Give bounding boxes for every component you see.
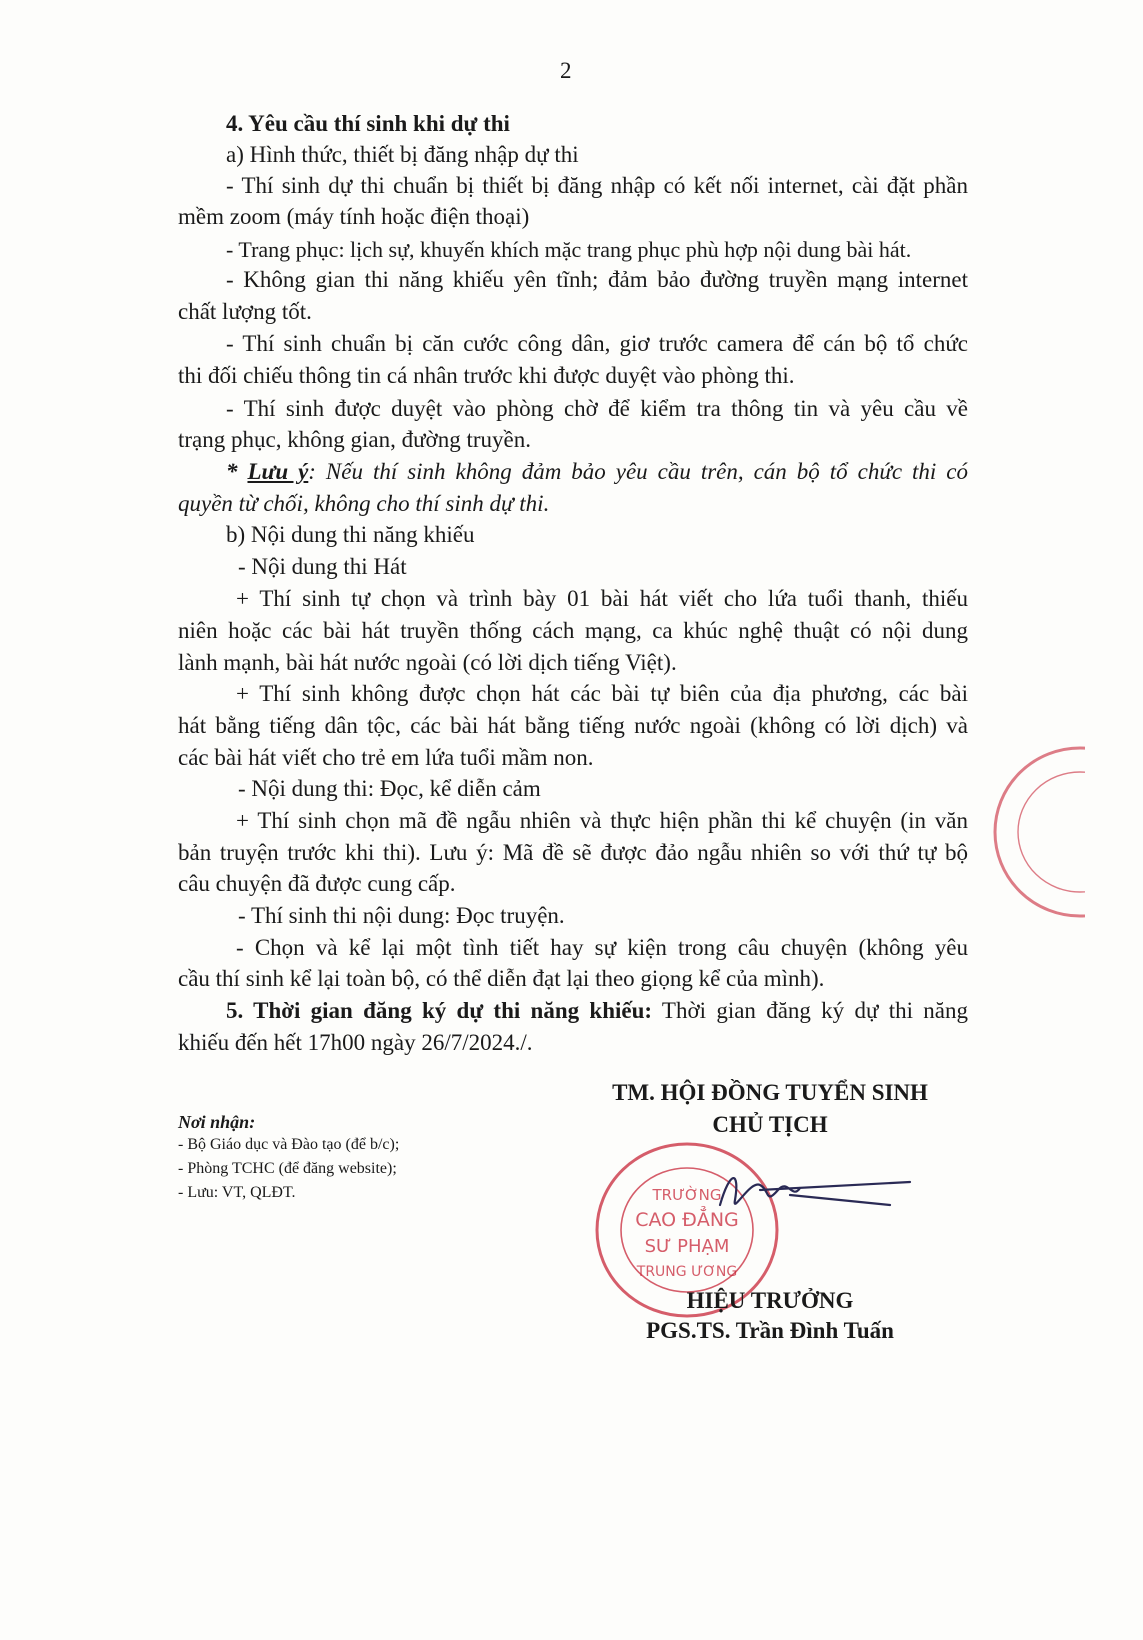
section5-line1 — [178, 995, 968, 1027]
stamp-line4: TRUNG ƯƠNG — [636, 1264, 738, 1280]
recipient-item: - Phòng TCHC (để đăng website); — [178, 1160, 397, 1177]
note-text: : Nếu thí sinh không đảm bảo yêu cầu trên, cán bộ tổ chức thi có — [308, 459, 969, 484]
para-a5-line2: trạng phục, không gian, đường truyền. — [178, 427, 531, 452]
para-b7-line1: - Chọn và kể lại một tình tiết hay sự kiện trong câu chuyện (không yêu — [236, 935, 968, 960]
para-b5-line2: bản truyện trước khi thi). Lưu ý: Mã đề sẽ được đảo ngẫu nhiên so với thứ tự bộ — [178, 840, 968, 865]
signature-name: PGS.TS. Trần Đình Tuấn — [646, 1318, 894, 1343]
section4-a-title: a) Hình thức, thiết bị đăng nhập dự thi — [226, 142, 579, 167]
para-a4-line2: thi đối chiếu thông tin cá nhân trước khi được duyệt vào phòng thi. — [178, 363, 795, 388]
stamp-line1: TRƯỜNG — [652, 1186, 722, 1204]
para-b7-line2: cầu thí sinh kể lại toàn bộ, có thể diễn đạt lại theo giọng kể của mình). — [178, 966, 825, 991]
para-b4: - Nội dung thi: Đọc, kể diễn cảm — [238, 776, 541, 801]
para-b2-line3: lành mạnh, bài hát nước ngoài (có lời dịch tiếng Việt). — [178, 650, 677, 675]
para-b3-line1: + Thí sinh không được chọn hát các bài tự biên của địa phương, các bài — [236, 681, 968, 706]
section4-heading: 4. Yêu cầu thí sinh khi dự thi — [226, 111, 510, 136]
para-b5-line3: câu chuyện đã được cung cấp. — [178, 871, 456, 896]
para-a5-line1: - Thí sinh được duyệt vào phòng chờ để kiểm tra thông tin và yêu cầu về — [226, 396, 968, 421]
section5-text: Thời gian đăng ký dự thi năng — [652, 998, 968, 1023]
para-a1-line2: mềm zoom (máy tính hoặc điện thoại) — [178, 204, 530, 229]
para-b5-line1: + Thí sinh chọn mã đề ngẫu nhiên và thực hiện phần thi kể chuyện (in văn — [236, 808, 968, 833]
para-b6: - Thí sinh thi nội dung: Đọc truyện. — [238, 903, 565, 928]
note-label: Lưu ý — [247, 459, 309, 484]
para-b2-line1: + Thí sinh tự chọn và trình bày 01 bài hát viết cho lứa tuổi thanh, thiếu — [236, 586, 968, 611]
margin-seal-icon — [985, 742, 1085, 922]
section5-line2: khiếu đến hết 17h00 ngày 26/7/2024./. — [178, 1030, 533, 1055]
recipient-item: - Bộ Giáo dục và Đào tạo (để b/c); — [178, 1136, 400, 1153]
signature-title: HIỆU TRƯỞNG — [686, 1288, 854, 1313]
note-line2: quyền từ chối, không cho thí sinh dự thi. — [178, 491, 550, 516]
para-b3-line3: các bài hát viết cho trẻ em lứa tuổi mầm non. — [178, 745, 594, 770]
section5-heading: 5. Thời gian đăng ký dự thi năng khiếu: — [226, 998, 653, 1023]
note-star: * — [226, 459, 248, 484]
recipient-item: - Lưu: VT, QLĐT. — [178, 1184, 296, 1201]
section4-b-title: b) Nội dung thi năng khiếu — [226, 522, 475, 547]
para-a3-line1: - Không gian thi năng khiếu yên tĩnh; đảm bảo đường truyền mạng internet — [226, 267, 968, 292]
signature-role: CHỦ TỊCH — [712, 1112, 828, 1137]
page-number: 2 — [560, 58, 572, 83]
para-b1: - Nội dung thi Hát — [238, 554, 407, 579]
signature-org: TM. HỘI ĐỒNG TUYỂN SINH — [612, 1080, 928, 1105]
para-b3-line2: hát bằng tiếng dân tộc, các bài hát bằng tiếng nước ngoài (không có lời dịch) và — [178, 713, 968, 738]
handwritten-signature — [700, 1160, 920, 1220]
para-a1-line1: - Thí sinh dự thi chuẩn bị thiết bị đăng nhập có kết nối internet, cài đặt phần — [226, 173, 968, 198]
para-a3-line2: chất lượng tốt. — [178, 299, 312, 324]
recipients-heading: Nơi nhận: — [178, 1112, 256, 1132]
note-line1 — [178, 456, 968, 488]
para-a2: - Trang phục: lịch sự, khuyến khích mặc trang phục phù hợp nội dung bài hát. — [226, 237, 912, 262]
para-a4-line1: - Thí sinh chuẩn bị căn cước công dân, giơ trước camera để cán bộ tổ chức — [226, 331, 968, 356]
para-b2-line2: niên hoặc các bài hát truyền thống cách mạng, ca khúc nghệ thuật có nội dung — [178, 618, 968, 643]
stamp-line3: SƯ PHẠM — [644, 1236, 730, 1257]
stamp-line2: CAO ĐẲNG — [635, 1209, 739, 1231]
